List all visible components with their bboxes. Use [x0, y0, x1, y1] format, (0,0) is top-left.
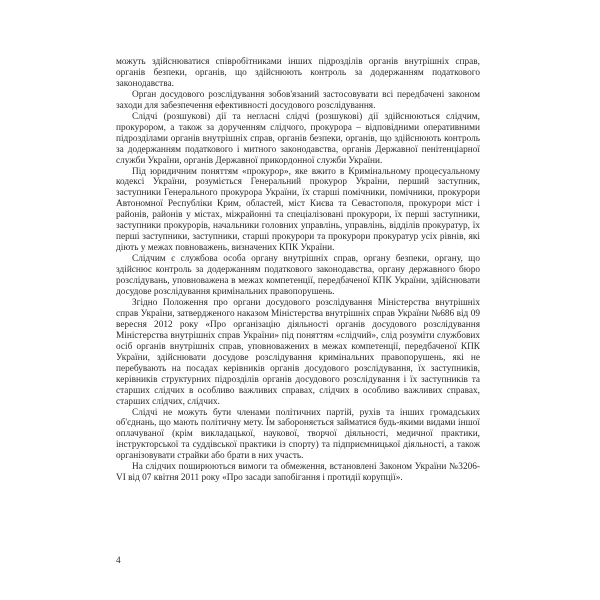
- paragraph-continued: можуть здійснюватися співробітниками інших підрозділів органів внутрішніх справ, органів безпеки, органів, що здійснюють контроль за додержанням податкового законодавства.: [116, 57, 480, 89]
- page-number: 4: [116, 556, 121, 566]
- paragraph-corruption-law: На слідчих поширюються вимоги та обмеження, встановлені Законом України №3206-VI від 07 квітня 2011 року «Про засади запобігання і протидії корупції».: [116, 462, 480, 484]
- paragraph-investigation-body-duties: Орган досудового розслідування зобов'язаний застосовувати всі передбачені законом заходи для забезпечення ефективності досудового розслідування.: [116, 89, 480, 111]
- document-page: [116, 57, 480, 484]
- paragraph-restrictions: Слідчі не можуть бути членами політичних партій, рухів та інших громадських об'єднань, що мають політичну мету. Їм забороняється займатися будь-якими видами іншої оплачуваної (крім викладацької, наукової, творчої діяльності, медичної практики, інструкторської та суддівської практики із спорту) та підприємницької діяльності, а також організовувати страйки або брати в них участь.: [116, 407, 480, 462]
- paragraph-investigator-definition: Слідчим є службова особа органу внутрішніх справ, органу безпеки, органу, що здійснює контроль за додержанням податкового законодавства, органу державного бюро розслідувань, уповноважена в межах компетенції, передбаченої КПК України, здійснювати досудове розслідування кримінальних правопорушень.: [116, 254, 480, 298]
- paragraph-investigative-actions: Слідчі (розшукові) дії та негласні слідчі (розшукові) дії здійснюються слідчим, прокурором, а також за дорученням слідчого, прокурора – відповідними оперативними підрозділами органів внутрішніх справ, органів безпеки, органів, що здійснюють контроль за додержанням податкового і митного законодавства, органів Державної пенітенціарної служби України, органів Державної прикордонної служби України.: [116, 111, 480, 166]
- paragraph-regulation: Згідно Положення про органи досудового розслідування Міністерства внутрішніх справ України, затвердженого наказом Міністерства внутрішніх справ України №686 від 09 вересня 2012 року «Про організацію діяльності органів досудового розслідування Міністерства внутрішніх справ України» під поняттям «слідчий», слід розуміти службових осіб органів внутрішніх справ, уповноважених в межах компетенції, передбаченої КПК України, здійснювати досудове розслідування кримінальних правопорушень, які не перебувають на посадах керівників органів досудового розслідування, їх заступників, керівників структурних підрозділів органів досудового розслідування і їх заступників та старших слідчих в особливо важливих справах, слідчих в особливо важливих справах, старших слідчих, слідчих.: [116, 297, 480, 407]
- paragraph-prosecutor-definition: Під юридичним поняттям «прокурор», яке вжито в Кримінальному процесуальному кодексі України, розуміється Генеральний прокурор України, перший заступник, заступники Генерального прокурора України, їх старші помічники, помічники, прокурори Автономної Республіки Крим, областей, міст Києва та Севастополя, прокурори міст і районів, районів у містах, міжрайонні та спеціалізовані прокурори, їх перші заступники, заступники прокурорів, начальники головних управлінь, управлінь, відділів прокуратур, їх перші заступники, заступники, старші прокурори та прокурори прокуратур усіх рівнів, які діють у межах повноважень, визначених КПК України.: [116, 166, 480, 254]
